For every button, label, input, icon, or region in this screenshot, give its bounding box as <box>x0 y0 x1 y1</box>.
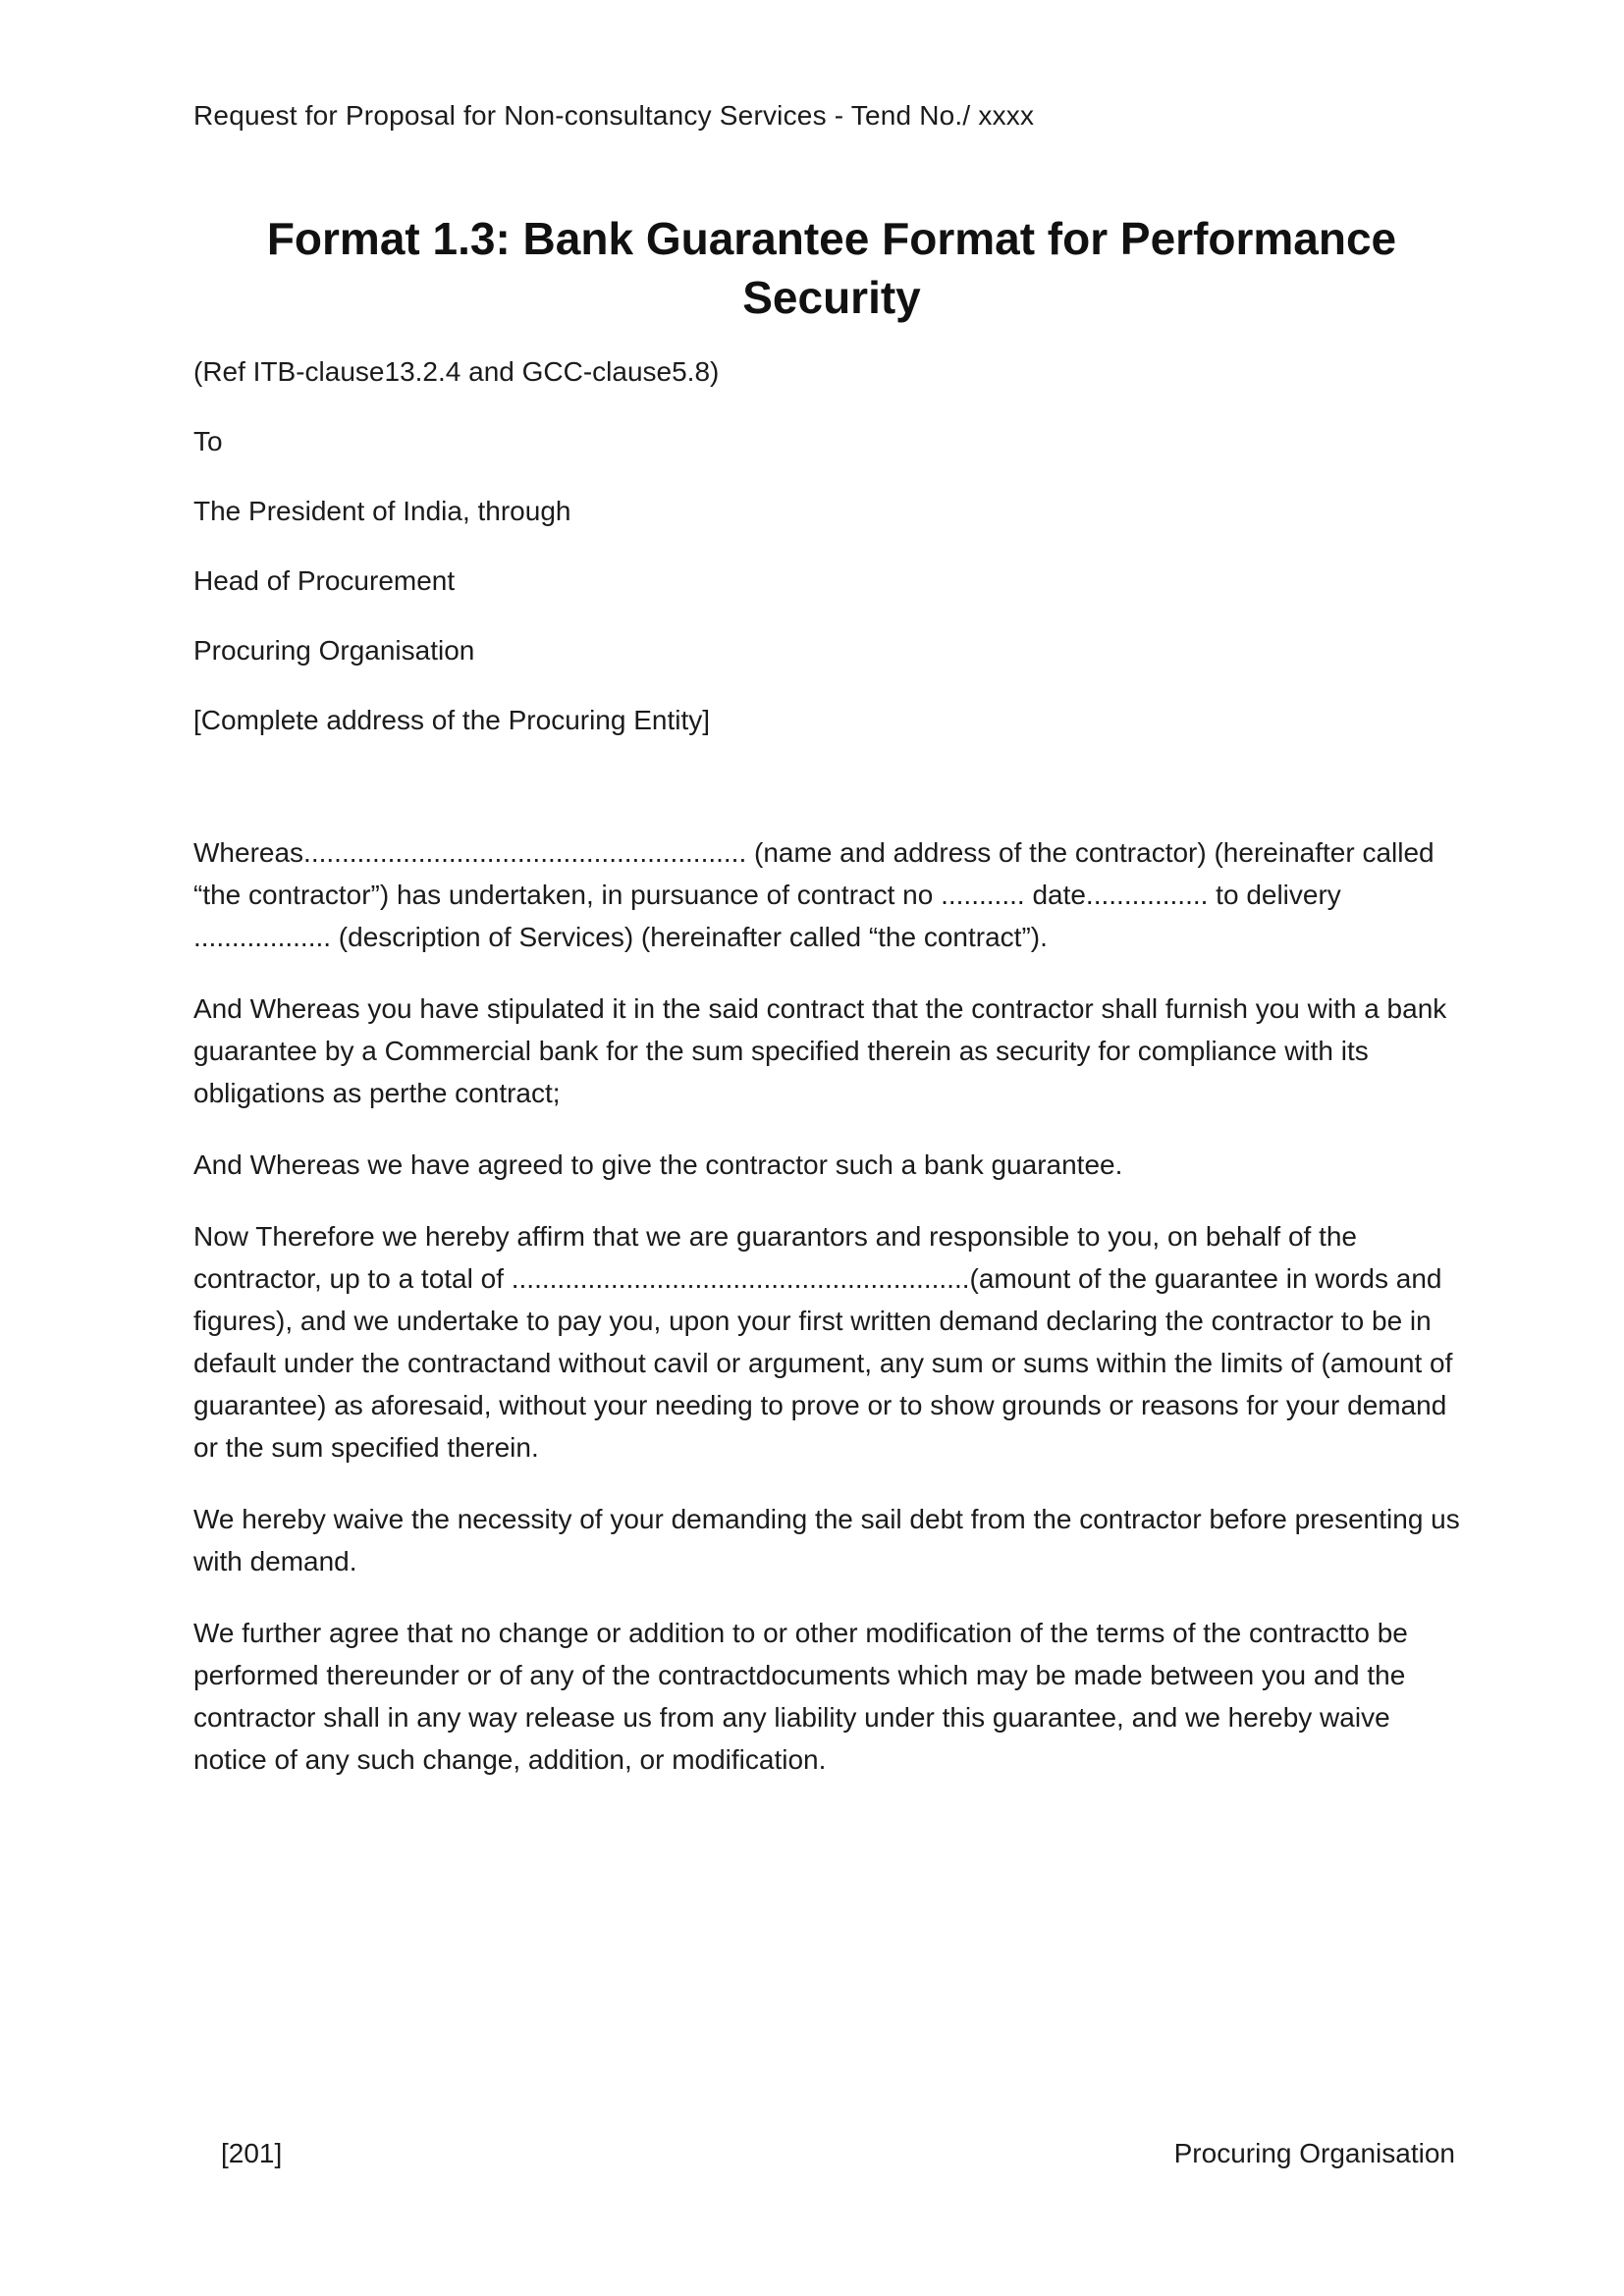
document-content <box>193 94 1470 1781</box>
paragraph-and-whereas-stipulated: And Whereas you have stipulated it in the said contract that the contractor shall furnish you with a bank guarantee by a Commercial bank for the sum specified therein as security for compliance with its obligations as perthe contract; <box>193 993 1447 1108</box>
address-line-to: To <box>193 426 223 456</box>
address-line-procuring-organisation: Procuring Organisation <box>193 635 475 666</box>
paragraph-further-agree: We further agree that no change or addition to or other modification of the terms of the contractto be performed thereunder or of any of the contractdocuments which may be made between you and the contractor shall in any way release us from any liability under this guarantee, and we hereby waive notice of any such change, addition, or modification. <box>193 1618 1408 1775</box>
paragraph-waive-necessity: We hereby waive the necessity of your demanding the sail debt from the contractor before presenting us with demand. <box>193 1504 1460 1576</box>
footer-organisation-label: Procuring Organisation <box>1173 2138 1455 2168</box>
paragraph-and-whereas-agreed: And Whereas we have agreed to give the contractor such a bank guarantee. <box>193 1149 1123 1180</box>
footer-page-number: [201] <box>221 2138 283 2168</box>
page-title: Format 1.3: Bank Guarantee Format for Performance Security <box>266 213 1397 323</box>
reference-clause-line: (Ref ITB-clause13.2.4 and GCC-clause5.8) <box>193 356 720 387</box>
address-line-president: The President of India, through <box>193 496 571 526</box>
paragraph-now-therefore: Now Therefore we hereby affirm that we are guarantors and responsible to you, on behalf of the contractor, up to a total of ............................................................(amount of the guarantee in words and figures), and we undertake to pay you, upon your first written demand declaring the contractor to be in default under the contractand without cavil or argument, any sum or sums within the limits of (amount of guarantee) as aforesaid, without your needing to prove or to show grounds or reasons for your demand or the sum specified therein. <box>193 1221 1453 1463</box>
address-line-complete-address: [Complete address of the Procuring Entity] <box>193 705 711 735</box>
page-footer <box>193 2132 1455 2174</box>
address-line-head-of-procurement: Head of Procurement <box>193 565 456 596</box>
running-header: Request for Proposal for Non-consultancy Services - Tend No./ xxxx <box>193 100 1035 131</box>
paragraph-whereas: Whereas.......................................................... (name and address of the contractor) (hereinafter called “the contractor”) has undertaken, in pursuance of contract no ........... date................ to delivery .................. (description of Services) (hereinafter called “the contract”). <box>193 837 1435 952</box>
